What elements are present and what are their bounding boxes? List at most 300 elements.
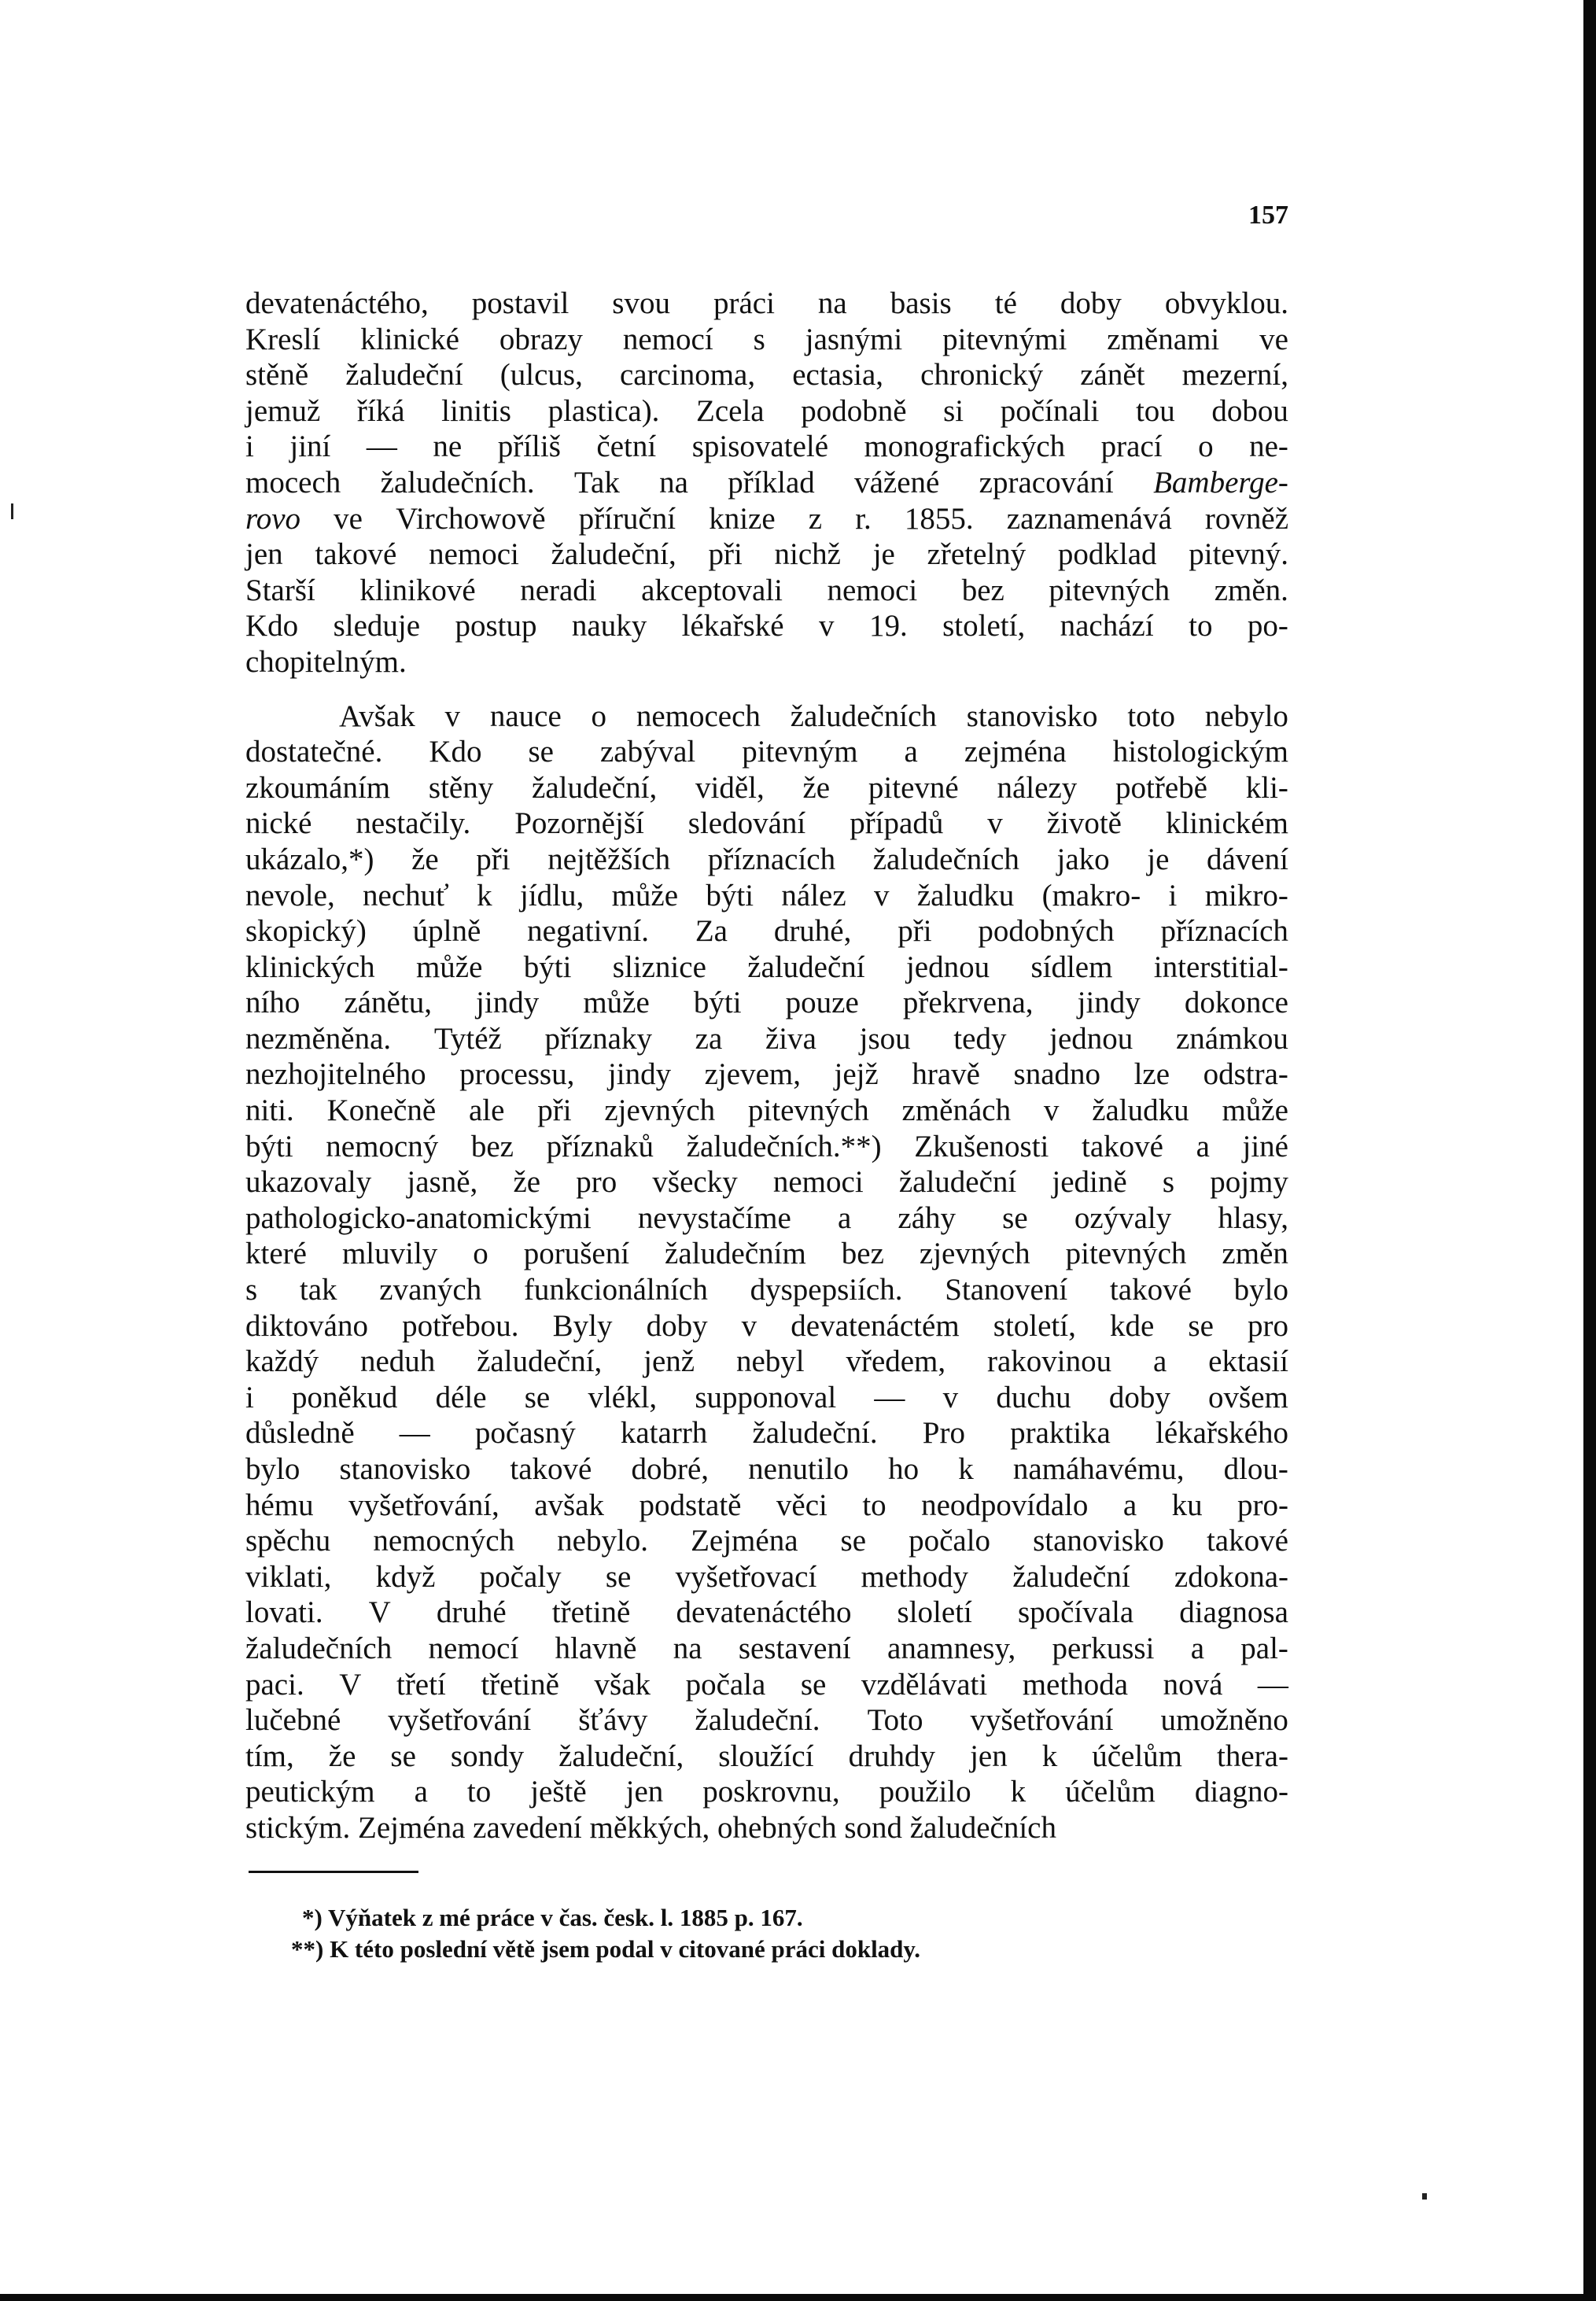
word: 19. — [868, 609, 908, 643]
word: četní — [596, 430, 657, 464]
word: třetině — [481, 1667, 559, 1702]
word: V — [368, 1595, 391, 1630]
word: nezhojitelného — [245, 1057, 426, 1092]
word: odstra- — [1203, 1057, 1288, 1092]
word: rovo — [245, 501, 301, 536]
word: to — [466, 1775, 492, 1809]
text-line — [245, 393, 1288, 430]
word: zpracování — [979, 465, 1114, 500]
word: příznaky — [544, 1021, 652, 1056]
body-text — [245, 286, 1288, 1846]
word: obvyklou. — [1164, 286, 1288, 320]
word: klinické — [360, 322, 459, 356]
word: nemocí — [428, 1631, 519, 1665]
word: perkussi — [1052, 1631, 1155, 1665]
word: methoda — [1022, 1667, 1129, 1702]
word: životě — [1046, 806, 1122, 841]
word: jen — [625, 1775, 664, 1809]
word: nichž — [774, 537, 841, 572]
word: říká — [356, 393, 405, 428]
word: linitis — [441, 393, 511, 428]
word: mluvily — [341, 1237, 438, 1271]
word: umožněno — [1160, 1703, 1288, 1738]
word: viklati, — [245, 1559, 332, 1594]
word: — — [874, 1380, 905, 1414]
word: ne — [433, 430, 463, 464]
word: jsou — [859, 1021, 911, 1056]
word: podklad — [1057, 537, 1157, 572]
page-number: 157 — [1248, 201, 1288, 230]
word: na — [817, 286, 847, 320]
word: porušení — [523, 1237, 630, 1271]
word: supponoval — [695, 1380, 837, 1414]
word: dyspepsiích. — [750, 1273, 903, 1307]
word: sestavení — [738, 1631, 851, 1665]
word: prací — [1100, 430, 1163, 464]
word: ovšem — [1208, 1380, 1288, 1414]
word: se — [1002, 1200, 1028, 1235]
word: — — [1257, 1667, 1288, 1702]
word: jednou — [905, 950, 990, 984]
text-line — [245, 1344, 1288, 1380]
word: rakovinou — [987, 1344, 1112, 1379]
word: nová — [1163, 1667, 1223, 1702]
word: podstatě — [639, 1488, 742, 1522]
word: skopický) — [245, 914, 367, 949]
word: v — [1043, 1093, 1060, 1128]
word: nechuť — [363, 878, 449, 913]
word: sleduje — [333, 609, 421, 643]
word: změn. — [1214, 573, 1288, 607]
word: ku — [1171, 1488, 1203, 1522]
word: žaludeční, — [477, 1344, 603, 1379]
word: záhy — [898, 1200, 956, 1235]
text-line — [245, 1415, 1288, 1451]
word: — — [366, 430, 397, 464]
word: nauky — [571, 609, 647, 643]
word: ního — [245, 986, 300, 1020]
word: na — [673, 1631, 702, 1665]
text-line — [245, 501, 1288, 537]
word: zánět — [1080, 358, 1145, 393]
word: století, — [993, 1308, 1076, 1343]
text-line — [245, 699, 1288, 735]
word: nebylo — [1204, 699, 1288, 733]
word: kli- — [1245, 770, 1288, 805]
word: Zcela — [696, 393, 765, 428]
text-line — [245, 913, 1288, 950]
word: že — [328, 1739, 356, 1773]
word: jen — [970, 1739, 1008, 1773]
word: chronický — [920, 358, 1044, 393]
word: žaludeční — [1012, 1559, 1130, 1594]
word: té — [994, 286, 1017, 320]
word: změnami — [1107, 322, 1220, 356]
text-line — [245, 950, 1288, 986]
word: duchu — [996, 1380, 1071, 1414]
word: v — [819, 609, 835, 643]
word: úplně — [412, 914, 481, 949]
word: hlavně — [555, 1631, 637, 1665]
word: pitevných — [1049, 573, 1170, 607]
word: Stanovení — [945, 1273, 1068, 1307]
word: ve — [334, 501, 363, 536]
word: nemocných — [373, 1524, 515, 1558]
word: Bamberge- — [1153, 465, 1288, 500]
word: změn — [1222, 1237, 1288, 1271]
text-line — [245, 1380, 1288, 1416]
scan-speck — [1422, 2193, 1427, 2200]
word: může — [415, 950, 483, 984]
word: diagno- — [1194, 1775, 1288, 1809]
word: nemocí — [622, 322, 713, 356]
word: podobných — [978, 914, 1115, 949]
text-line — [245, 1236, 1288, 1272]
word: paci. — [245, 1667, 304, 1702]
word: pro- — [1237, 1488, 1288, 1522]
word: žaludeční. — [752, 1416, 878, 1451]
word: žaludečních. — [380, 465, 535, 500]
word: jako — [1056, 842, 1110, 876]
word: histologickým — [1112, 735, 1288, 769]
word: nestačily. — [356, 806, 471, 841]
word: jen — [245, 537, 283, 572]
word: Pro — [922, 1416, 965, 1451]
word: stanovisko — [339, 1452, 471, 1486]
word: za — [695, 1021, 723, 1056]
word: poněkud — [292, 1380, 398, 1414]
word: příliš — [497, 430, 561, 464]
word: v — [873, 878, 890, 913]
word: sloletí — [897, 1595, 972, 1630]
word: a — [904, 735, 918, 769]
word: vyšetřování — [388, 1703, 532, 1738]
word: k — [1041, 1739, 1058, 1773]
word: praktika — [1010, 1416, 1111, 1451]
word: druhé, — [773, 914, 852, 949]
word: se — [390, 1739, 416, 1773]
word: nález — [781, 878, 846, 913]
paragraph-gap — [245, 680, 1288, 699]
word: počasný — [474, 1416, 576, 1451]
word: při — [708, 537, 743, 572]
word: r. — [855, 501, 872, 536]
word: jídlu, — [520, 878, 584, 913]
word: potřebou. — [402, 1308, 519, 1343]
text-line — [245, 1595, 1288, 1631]
word: o — [591, 699, 607, 733]
word: ektasií — [1208, 1344, 1288, 1379]
text-line — [245, 357, 1288, 393]
word: žaludku — [1092, 1093, 1189, 1128]
word: o — [1198, 430, 1214, 464]
word: tak — [299, 1273, 337, 1307]
word: na — [659, 465, 688, 500]
word: třetině — [551, 1595, 631, 1630]
word: pouze — [785, 986, 859, 1020]
word: jindy — [476, 986, 540, 1020]
word: i — [245, 430, 254, 464]
text-line — [245, 734, 1288, 770]
word: obrazy — [499, 322, 583, 356]
word: thera- — [1217, 1739, 1288, 1773]
word: důsledně — [245, 1416, 355, 1451]
word: potřebě — [1115, 770, 1207, 805]
word: doby — [1060, 286, 1122, 320]
word: když — [375, 1559, 436, 1594]
word: devatenáctém — [791, 1308, 960, 1343]
word: věci — [776, 1488, 827, 1522]
word: v — [987, 806, 1003, 841]
word: žaludečních — [790, 699, 937, 733]
text-line — [245, 465, 1288, 501]
text-line — [245, 1272, 1288, 1308]
word: mikro- — [1204, 878, 1288, 913]
word: je — [1147, 842, 1170, 876]
word: knize — [709, 501, 776, 536]
word: takové — [1206, 1524, 1288, 1558]
word: jiné — [1242, 1129, 1288, 1163]
word: žaludeční — [898, 1165, 1017, 1200]
word: (ulcus, — [499, 358, 583, 393]
word: se — [605, 1559, 632, 1594]
word: lékařského — [1156, 1416, 1288, 1451]
word: může — [1222, 1093, 1288, 1128]
word: žaludečních — [872, 842, 1019, 876]
word: a — [837, 1200, 852, 1235]
word: nevystačíme — [637, 1200, 791, 1235]
word: zkoumáním — [245, 770, 391, 805]
text-line — [245, 537, 1288, 573]
word: dávení — [1206, 842, 1288, 876]
word: zvaných — [379, 1273, 482, 1307]
word: peutickým — [245, 1775, 375, 1809]
word: dostatečné. — [245, 735, 383, 769]
word: dobou — [1211, 393, 1288, 428]
word: nemocný — [326, 1129, 439, 1163]
word: z — [808, 501, 823, 536]
word: pitevných — [1065, 1237, 1187, 1271]
word: hravě — [912, 1057, 980, 1092]
word: sloužící — [718, 1739, 814, 1773]
word: nauce — [489, 699, 562, 733]
word: spočívala — [1017, 1595, 1134, 1630]
word: stanovisko — [966, 699, 1098, 733]
word: Zejména — [691, 1524, 798, 1558]
word: ukazovaly — [245, 1165, 372, 1200]
word: živa — [765, 1021, 816, 1056]
word: Konečně — [326, 1093, 437, 1128]
word: nálezy — [997, 770, 1078, 805]
scan-edge-mark — [11, 503, 13, 519]
word: processu, — [459, 1057, 575, 1092]
word: si — [943, 393, 964, 428]
word: se — [528, 735, 554, 769]
word: při — [898, 914, 932, 949]
word: jiní — [289, 430, 331, 464]
word: anamnesy, — [887, 1631, 1016, 1665]
word: bylo — [245, 1452, 300, 1486]
footnote-1: *) Výňatek z mé práce v čas. česk. l. 1885 p. 167. — [302, 1904, 803, 1931]
word: Tytéž — [433, 1021, 502, 1056]
word: to — [862, 1488, 886, 1522]
word: nejtěžších — [547, 842, 671, 876]
word: a — [1196, 1129, 1210, 1163]
word: šťávy — [578, 1703, 648, 1738]
text-line — [245, 770, 1288, 806]
word: vzdělávati — [861, 1667, 988, 1702]
word: i — [1168, 878, 1178, 913]
word: však — [594, 1667, 651, 1702]
word: snadno — [1013, 1057, 1101, 1092]
word: pitevným — [742, 735, 858, 769]
word: Pozornější — [514, 806, 644, 841]
word: že — [802, 770, 831, 805]
word: sledování — [687, 806, 806, 841]
word: použilo — [879, 1775, 971, 1809]
word: pitevný. — [1189, 537, 1288, 572]
word: postavil — [471, 286, 569, 320]
word: o — [473, 1237, 488, 1271]
footnote-divider — [249, 1871, 418, 1873]
word: počaly — [479, 1559, 562, 1594]
word: avšak — [534, 1488, 605, 1522]
text-line — [245, 1631, 1288, 1667]
word: s — [753, 322, 765, 356]
text-line — [245, 1129, 1288, 1165]
text-line — [245, 1093, 1288, 1129]
word: zánětu, — [344, 986, 432, 1020]
word: vyšetřování, — [348, 1488, 499, 1522]
word: doby — [1108, 1380, 1170, 1414]
word: plastica). — [547, 393, 660, 428]
word: sídlem — [1030, 950, 1113, 984]
word: ale — [468, 1093, 505, 1128]
word: V — [339, 1667, 362, 1702]
word: nenutilo — [748, 1452, 849, 1486]
word: sliznice — [612, 950, 706, 984]
word: ještě — [530, 1775, 587, 1809]
word: lékařské — [681, 609, 784, 643]
text-line — [245, 842, 1288, 878]
word: tím, — [245, 1739, 294, 1773]
word: Starší — [245, 573, 315, 607]
word: tou — [1135, 393, 1175, 428]
text-line — [245, 1056, 1288, 1093]
word: devatenáctého — [676, 1595, 852, 1630]
word: že — [411, 842, 439, 876]
word: interstitial- — [1153, 950, 1288, 984]
word: k — [1010, 1775, 1027, 1809]
word: nemocech — [636, 699, 761, 733]
word: dlou- — [1223, 1452, 1288, 1486]
text-line — [245, 322, 1288, 358]
word: klinickém — [1165, 806, 1288, 841]
word: lovati. — [245, 1595, 323, 1630]
word: nické — [245, 806, 312, 841]
word: jasnými — [805, 322, 903, 356]
word: sondy — [450, 1739, 525, 1773]
word: neradi — [520, 573, 597, 607]
word: případů — [850, 806, 944, 841]
word: déle — [435, 1380, 487, 1414]
word: pro — [576, 1165, 617, 1200]
text-line — [245, 878, 1288, 914]
word: třetí — [396, 1667, 446, 1702]
word: doby — [646, 1308, 708, 1343]
word: devatenáctého, — [245, 286, 429, 320]
word: Virchowově — [396, 501, 546, 536]
word: klinikové — [359, 573, 476, 607]
word: namáhavému, — [1012, 1452, 1185, 1486]
text-line: chopitelným. — [245, 644, 407, 679]
word: po- — [1247, 609, 1288, 643]
word: překrvena, — [902, 986, 1034, 1020]
word: které — [245, 1237, 307, 1271]
word: zřetelný — [927, 537, 1027, 572]
word: Kreslí — [245, 322, 321, 356]
word: nemoci — [772, 1165, 864, 1200]
word: k — [477, 878, 492, 913]
word: při — [537, 1093, 572, 1128]
word: lučebné — [245, 1703, 341, 1738]
word: žaludečních.**) — [686, 1129, 882, 1163]
word: jenž — [643, 1344, 695, 1379]
word: žaludeční — [345, 358, 463, 393]
word: postup — [455, 609, 537, 643]
word: ukázalo,*) — [245, 842, 374, 876]
word: nemoci — [429, 537, 519, 572]
text-line — [245, 1021, 1288, 1057]
word: diagnosa — [1179, 1595, 1288, 1630]
word: monografických — [864, 430, 1066, 464]
word: tedy — [953, 1021, 1007, 1056]
text-line — [245, 608, 1288, 644]
word: spěchu — [245, 1524, 331, 1558]
word: pitevných — [747, 1093, 869, 1128]
word: funkcionálních — [523, 1273, 708, 1307]
word: žaludeční, — [558, 1739, 684, 1773]
word: kde — [1109, 1308, 1155, 1343]
word: druhé — [436, 1595, 507, 1630]
word: rovněž — [1204, 501, 1288, 536]
word: jindy — [607, 1057, 672, 1092]
word: dobré, — [631, 1452, 710, 1486]
word: býti — [693, 986, 742, 1020]
word: jindy — [1077, 986, 1141, 1020]
word: vyšetřovací — [675, 1559, 817, 1594]
word: jedině — [1052, 1165, 1127, 1200]
word: počala — [685, 1667, 766, 1702]
text-line — [245, 1523, 1288, 1559]
word: neodpovídalo — [921, 1488, 1089, 1522]
word: žaludeční, — [551, 537, 676, 572]
word: příklad — [728, 465, 815, 500]
word: podobně — [801, 393, 907, 428]
word: zjevných — [604, 1093, 716, 1128]
word: niti. — [245, 1093, 294, 1128]
word: žaludeční, — [532, 770, 658, 805]
word: 1855. — [904, 501, 974, 536]
word: Avšak — [339, 699, 415, 733]
text-line — [245, 429, 1288, 465]
word: basis — [890, 286, 952, 320]
word: žaludku — [916, 878, 1015, 913]
word: změnách — [901, 1093, 1012, 1128]
word: Kdo — [429, 735, 482, 769]
word: negativní. — [527, 914, 650, 949]
word: jasně, — [407, 1165, 478, 1200]
